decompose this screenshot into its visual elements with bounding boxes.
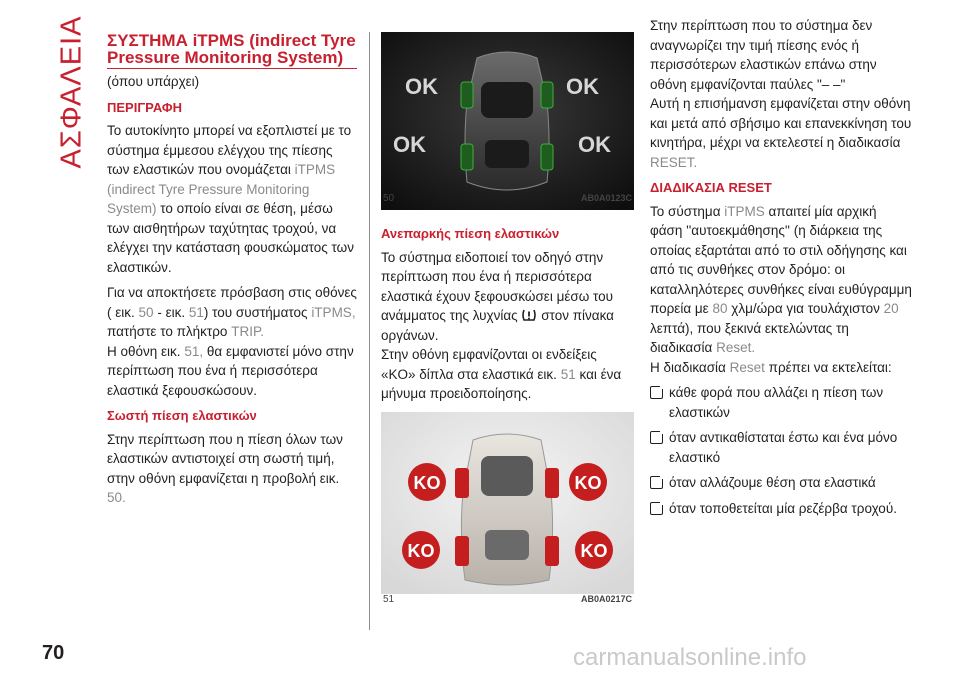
- description-paragraph-1: Το αυτοκίνητο μπορεί να εξοπλιστεί με το σύστημα έμμεσου ελέγχου της πίεσης των ελαστικών που ονομάζεται iTPMS (indirect Tyre Pressure Monitoring System) το οποίο είναι σε θέση, μέσω των αισθητήρων ταχύτητας τροχού, να ελέγχει την κατάσταση φουσκώματος των ελαστικών.: [107, 123, 354, 275]
- checkbox-bullet-icon: [650, 502, 663, 515]
- figure-51-image: [381, 412, 634, 594]
- fig51-label-fr: KO: [574, 472, 602, 493]
- figure-50-code: AB0A0123C: [580, 192, 632, 203]
- checkbox-bullet-icon: [650, 476, 663, 489]
- side-section-title-text: ΑΣΦΑΛΕΙΑ: [55, 15, 88, 169]
- column-1: [107, 32, 357, 514]
- figure-50-caption: [383, 189, 632, 209]
- figure-50: [381, 32, 634, 210]
- column-3: [650, 16, 912, 518]
- correct-pressure-heading: Σωστή πίεση ελαστικών: [107, 408, 257, 423]
- fig50-label-fl: OK: [405, 74, 438, 99]
- fig51-label-fl: KO: [413, 472, 441, 493]
- figure-50-number: 50: [383, 192, 395, 204]
- section-heading: ΣΥΣΤΗΜΑ iTPMS (indirect Tyre Pressure Monitoring System): [107, 31, 356, 67]
- watermark: carmanualsonline.info: [573, 644, 807, 671]
- column-divider: [369, 32, 370, 630]
- description-paragraph-3: Η οθόνη εικ. 51, θα εμφανιστεί μόνο στην περίπτωση που ένα ή περισσότερα ελαστικά ξεφουσκώσουν.: [107, 343, 354, 398]
- low-pressure-heading: Ανεπαρκής πίεση ελαστικών: [381, 226, 560, 241]
- description-paragraph-2: Για να αποκτήσετε πρόσβαση στις οθόνες ( εικ. 50 - εικ. 51) του συστήματος iTPMS, πατήστε το πλήκτρο TRIP.: [107, 285, 357, 339]
- tyre-pressure-warning-icon: [521, 307, 537, 323]
- checkbox-bullet-icon: [650, 386, 663, 399]
- reset-bullet-4: όταν τοποθετείται μία ρεζέρβα τροχού.: [650, 499, 912, 519]
- dashes-paragraph: Στην περίπτωση που το σύστημα δεν αναγνωρίζει την τιμή πίεσης ενός ή περισσότερων ελαστικών επάνω στην οθόνη εμφανίζονται παύλες "– –": [650, 18, 877, 92]
- figure-51: [381, 412, 634, 614]
- reset-paragraph-1: Το σύστημα iTPMS απαιτεί μία αρχική φάση ''αυτοεκμάθησης'' (η διάρκεια της οποίας εξαρτάται από το στιλ οδήγησης και από τις συνθήκες στον δρόμο: οι καταλληλότερες συνθήκες είναι ευθύγραμμη πορεία με 80 χλμ/ώρα για τουλάχιστον 20 λεπτά), που ξεκινά εκτελώντας τη διαδικασία Reset.: [650, 203, 912, 355]
- figure-51-code: AB0A0217C: [580, 594, 632, 604]
- low-pressure-paragraph-1: Το σύστημα ειδοποιεί τον οδηγό στην περίπτωση που ένα ή περισσότερα ελαστικά έχουν ξεφουσκώσει μέσω του ανάμματος της λυχνίας στον πίνακα οργάνων.: [381, 249, 614, 343]
- availability-note: (όπου υπάρχει): [107, 74, 200, 89]
- figure-50-image: [381, 32, 634, 210]
- figure-51-caption: [383, 590, 632, 610]
- heading-rule: [107, 68, 357, 69]
- fig50-label-rr: OK: [578, 132, 611, 157]
- figure-51-number: 51: [383, 594, 395, 605]
- reset-bullet-2: όταν αντικαθίσταται έστω και ένα μόνο ελαστικό: [650, 428, 912, 467]
- page-number: 70: [42, 642, 65, 664]
- dashes-persistence-paragraph: Αυτή η επισήμανση εμφανίζεται στην οθόνη και μετά από σβήσιμο και επανεκκίνηση του κινητήρα, μέχρι να εκτελεστεί η διαδικασία RESET.: [650, 96, 912, 170]
- description-heading: ΠΕΡΙΓΡΑΦΗ: [107, 99, 182, 115]
- reset-bullet-1: κάθε φορά που αλλάζει η πίεση των ελαστικών: [650, 383, 912, 422]
- fig51-label-rr: KO: [580, 540, 608, 561]
- low-pressure-paragraph-2: Στην οθόνη εμφανίζονται οι ενδείξεις «KO» δίπλα στα ελαστικά εικ. 51 και ένα μήνυμα προειδοποίησης.: [381, 347, 622, 401]
- correct-pressure-paragraph: Στην περίπτωση που η πίεση όλων των ελαστικών αντιστοιχεί στη σωστή τιμή, στην οθόνη εμφανίζεται η προβολή εικ. 50.: [107, 431, 343, 505]
- fig50-label-rl: OK: [393, 132, 426, 157]
- fig50-label-fr: OK: [566, 74, 599, 99]
- side-section-title: [52, 15, 92, 169]
- column-2: [381, 32, 634, 614]
- reset-paragraph-2: Η διαδικασία Reset πρέπει να εκτελείται:: [650, 359, 892, 375]
- fig51-label-rl: KO: [407, 540, 435, 561]
- reset-heading: ΔΙΑΔΙΚΑΣΙΑ RESET: [650, 180, 772, 195]
- reset-bullet-3: όταν αλλάζουμε θέση στα ελαστικά: [650, 473, 912, 493]
- checkbox-bullet-icon: [650, 431, 663, 444]
